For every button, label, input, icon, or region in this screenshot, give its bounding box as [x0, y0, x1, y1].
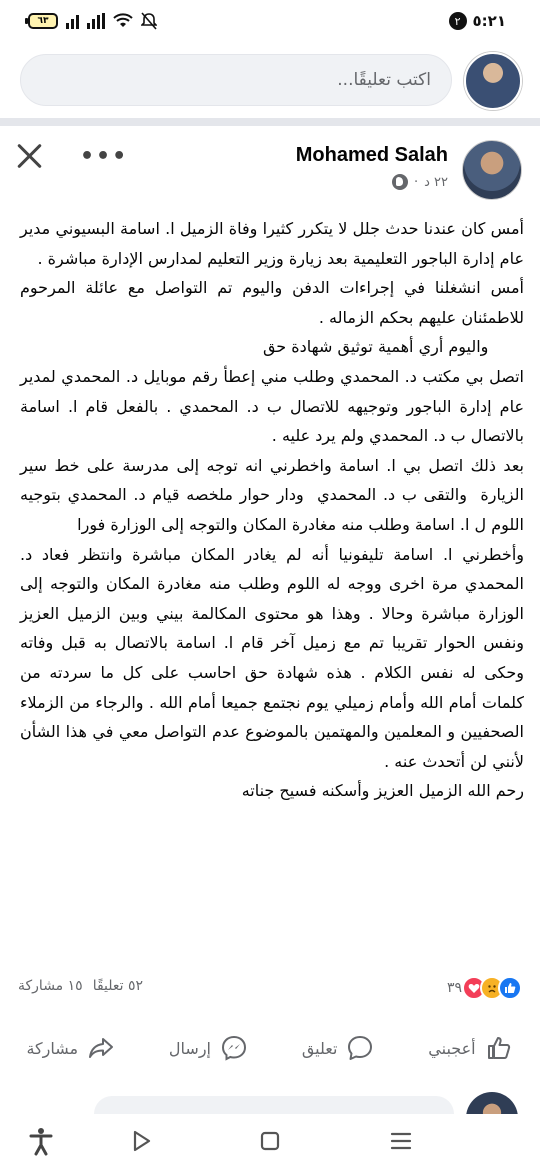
- share-label: مشاركة: [26, 1038, 79, 1058]
- home-square-icon[interactable]: [256, 1126, 286, 1156]
- share-button[interactable]: [26, 1033, 116, 1063]
- status-time: ٥:٢١: [472, 12, 506, 30]
- send-label: إرسال: [168, 1038, 211, 1058]
- top-comment-bar: [0, 48, 540, 110]
- author-name[interactable]: Mohamed Salah: [295, 144, 448, 166]
- back-triangle-icon[interactable]: [126, 1126, 156, 1156]
- system-nav-bar: [0, 1114, 540, 1170]
- divider: [0, 118, 540, 126]
- reactions-count: ٣٩: [446, 980, 462, 996]
- accessibility-icon[interactable]: [26, 1126, 56, 1156]
- like-button[interactable]: [428, 1033, 513, 1063]
- comment-bubble[interactable]: [94, 1096, 454, 1114]
- avatar[interactable]: [466, 1092, 518, 1114]
- post-stats: [18, 978, 143, 994]
- battery-icon: [28, 13, 58, 29]
- comments-count[interactable]: ٥٢ تعليقًا: [92, 978, 144, 994]
- signal-icon: [66, 13, 79, 29]
- comment-label: تعليق: [301, 1038, 338, 1058]
- close-icon[interactable]: [14, 140, 46, 172]
- shares-count[interactable]: ١٥ مشاركة: [18, 978, 83, 994]
- post-time[interactable]: ٢٢ د: [424, 174, 448, 190]
- comment-preview: [0, 1092, 540, 1114]
- status-bar: [0, 0, 540, 44]
- post-actions: [0, 1022, 540, 1074]
- status-left: [28, 12, 157, 30]
- avatar[interactable]: [464, 52, 522, 110]
- signal-icon-2: [87, 13, 105, 29]
- like-label: أعجبني: [428, 1038, 476, 1058]
- comment-button[interactable]: [302, 1033, 376, 1063]
- recents-menu-icon[interactable]: [386, 1126, 416, 1156]
- author-avatar[interactable]: [462, 140, 522, 200]
- post-header: [0, 130, 540, 206]
- like-reaction-icon: [498, 976, 522, 1000]
- comment-bubble-icon: [345, 1033, 375, 1063]
- mute-icon: [141, 12, 157, 30]
- notification-badge: ٢: [449, 12, 467, 30]
- comment-input[interactable]: [20, 54, 452, 106]
- thumbs-up-icon: [484, 1033, 514, 1063]
- share-arrow-icon: [86, 1033, 116, 1063]
- battery-level: ٦٣: [37, 16, 49, 26]
- globe-icon: [392, 174, 408, 190]
- messenger-icon: [219, 1033, 249, 1063]
- comment-placeholder: اكتب تعليقًا...: [337, 70, 431, 90]
- status-right: [449, 12, 506, 30]
- post-body: أمس كان عندنا حدث جلل لا يتكرر كثيرا وفاة الزميل ا. اسامة البسيوني مدير عام إدارة الباجور التعليمية بعد زيارة وزير التعليم لمدارس الإدارة مباشرة . أمس انشغلنا في إجراءات الدفن واليوم تم التواصل مع عائلة المرحوم للاطمئنان عليهم بحكم الزماله . واليوم أري أهمية توثيق شهادة حق اتصل بي مكتب د. المحمدي وطلب مني إعطأ رقم موبايل د. المحمدي لمدير عام إدارة الباجور وتوجيهه للاتصال ب د. المحمدي . بالفعل قام ا. اسامة بالاتصال ب د. المحمدي ولم يرد عليه . بعد ذلك اتصل بي ا. اسامة واخطرني انه توجه إلى مدرسة على خط سير الزيارة والتقى ب د. المحمدي ودار حوار ملخصه قيام د. المحمدي بتوجيه اللوم ل ا. اسامة وطلب منه مغادرة المكان والتوجه إلى الوزارة فورا وأخطرني ا. اسامة تليفونيا أنه لم يغادر المكان مباشرة وانتظر فعاد د. المحمدي مرة اخرى ووجه له اللوم وطلب منه مغادرة المكان والتوجه إلى الوزارة مباشرة وحالا . وهذا هو محتوى المكالمة بيني وبين الزميل العزيز ونفس الحوار تقريبا تم مع زميل آخر قام ا. اسامة بالاتصال به قبل وفاته وحكى له نفس الكلام . هذه شهادة حق احاسب على كل ما سردته من كلمات أمام الله وأمام زميلي يوم نجتمع جميعا أمام الله . والرجاء من الزملاء الصحفيين و المعلمين والمهتمين بالموضوع عدم التواصل معي في هذا الشأن لأنني لن أتحدث عنه . رحم الله الزميل العزيز وأسكنه فسيح جناته: [20, 219, 524, 801]
- post-meta: [392, 174, 448, 190]
- reactions-row[interactable]: [0, 976, 540, 1002]
- meta-separator: ·: [413, 174, 419, 190]
- more-options-icon[interactable]: •••: [80, 144, 129, 169]
- wifi-icon: [113, 13, 133, 29]
- reaction-icons[interactable]: [447, 976, 522, 1000]
- send-button[interactable]: [169, 1033, 249, 1063]
